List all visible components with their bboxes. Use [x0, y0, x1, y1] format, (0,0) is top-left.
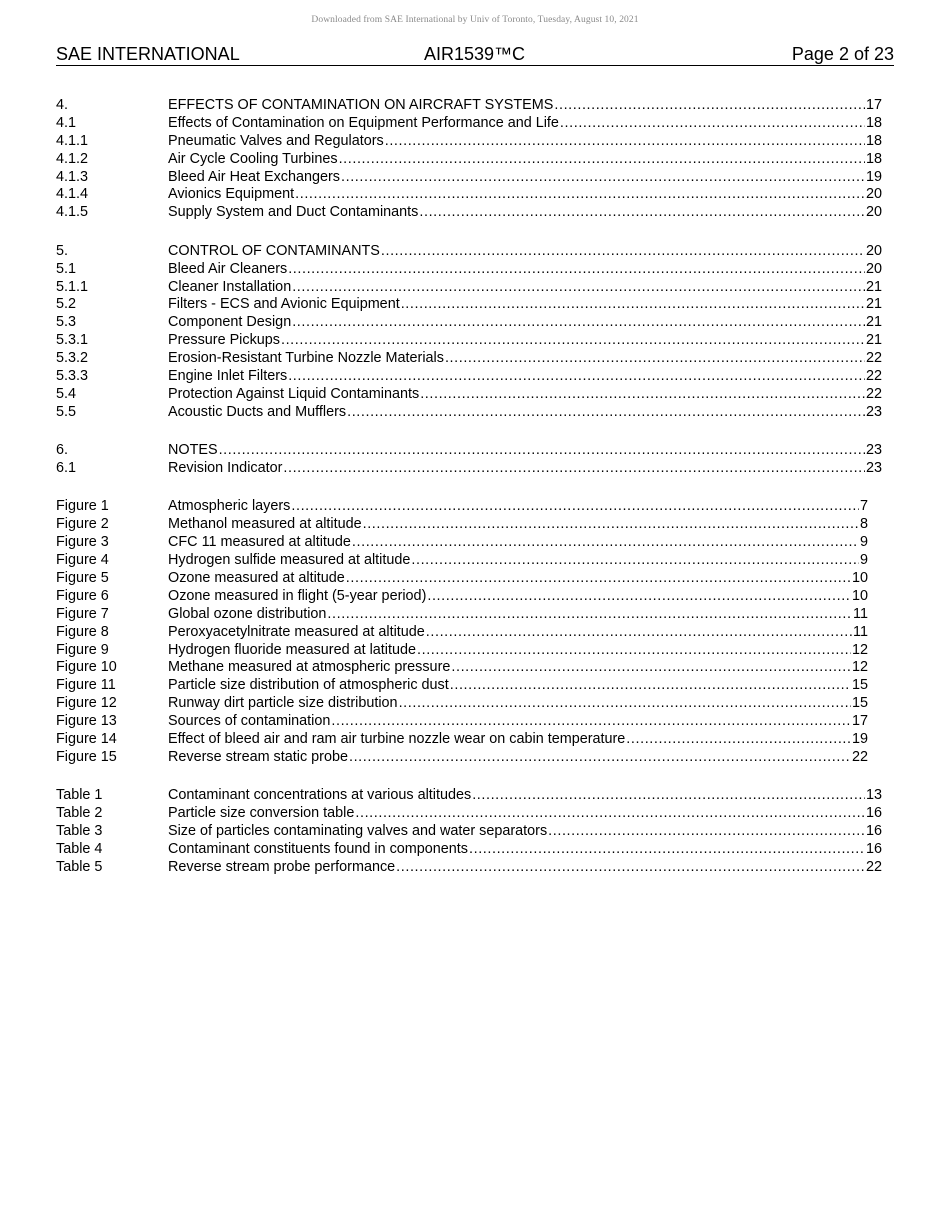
toc-entry-title: Bleed Air Cleaners	[168, 260, 288, 277]
toc-entry-page: 19	[851, 731, 868, 747]
dot-leader	[418, 204, 865, 222]
toc-entry-title: CFC 11 measured at altitude	[168, 534, 351, 551]
toc-entry	[56, 516, 868, 534]
list-of-figures	[56, 498, 882, 766]
table-of-contents	[56, 97, 882, 897]
toc-entry	[56, 332, 882, 350]
toc-entry	[56, 169, 882, 187]
toc-entry-title: Effects of Contamination on Equipment Performance and Life	[168, 114, 559, 131]
toc-entry	[56, 841, 882, 859]
toc-entry-title: CONTROL OF CONTAMINANTS	[168, 242, 380, 259]
dot-leader	[326, 606, 852, 624]
toc-entry-page: 22	[865, 367, 882, 384]
toc-entry-page: 22	[851, 748, 868, 765]
toc-entry-title: Methanol measured at altitude	[168, 516, 362, 533]
toc-entry-number: 5.	[56, 242, 69, 259]
toc-entry-page: 9	[859, 534, 868, 551]
toc-entry-number: 4.1.4	[56, 186, 89, 203]
toc-entry-number: 5.2	[56, 296, 77, 313]
toc-entry	[56, 151, 882, 169]
dot-leader	[290, 498, 859, 516]
toc-entry-page: 20	[865, 186, 882, 203]
dot-leader	[450, 659, 851, 677]
toc-entry-page: 10	[851, 587, 868, 604]
toc-entry-title: Sources of contamination	[168, 713, 331, 730]
toc-entry-number: Figure 11	[56, 677, 116, 694]
dot-leader	[330, 713, 851, 731]
toc-entry-number: Figure 9	[56, 641, 109, 658]
toc-entry-number: 5.4	[56, 385, 77, 402]
toc-entry-page: 21	[865, 332, 882, 349]
toc-entry-title: Contaminant concentrations at various altitudes	[168, 787, 472, 804]
toc-entry-title: Protection Against Liquid Contaminants	[168, 385, 420, 402]
toc-entry	[56, 115, 882, 133]
toc-entry-page: 19	[865, 168, 882, 185]
toc-entry-title: Particle size distribution of atmospheric dust	[168, 677, 449, 694]
toc-entry	[56, 588, 868, 606]
toc-entry-page: 22	[865, 858, 882, 875]
toc-entry-title: Ozone measured in flight (5-year period)	[168, 587, 427, 604]
dot-leader	[559, 115, 865, 133]
toc-entry	[56, 570, 868, 588]
toc-entry-page: 21	[865, 296, 882, 313]
toc-entry-title: Effect of bleed air and ram air turbine nozzle wear on cabin temperature	[168, 731, 626, 747]
toc-entry-title: Filters - ECS and Avionic Equipment	[168, 296, 400, 313]
dot-leader	[419, 386, 865, 404]
toc-entry	[56, 386, 882, 404]
toc-entry	[56, 749, 868, 767]
toc-entry-number: Figure 12	[56, 695, 117, 712]
toc-entry-page: 23	[865, 442, 882, 459]
dot-leader	[380, 243, 865, 261]
toc-section-6	[56, 442, 882, 478]
toc-entry	[56, 133, 882, 151]
dot-leader	[354, 805, 865, 823]
toc-entry-number: Figure 1	[56, 498, 109, 515]
toc-entry-title: NOTES	[168, 442, 218, 459]
toc-entry-page: 11	[853, 605, 868, 622]
toc-entry-page: 21	[865, 314, 882, 331]
toc-entry-title: Global ozone distribution	[168, 605, 327, 622]
toc-entry	[56, 606, 868, 624]
toc-entry-title: Component Design	[168, 314, 292, 331]
toc-entry	[56, 498, 868, 516]
toc-entry-number: Figure 15	[56, 748, 117, 765]
toc-entry-page: 12	[851, 659, 868, 676]
toc-entry-title: Reverse stream probe performance	[168, 858, 396, 875]
toc-entry-number: 4.1.1	[56, 132, 89, 149]
toc-entry-number: Table 3	[56, 823, 103, 840]
dot-leader	[340, 169, 865, 187]
toc-entry	[56, 787, 882, 805]
dot-leader	[416, 642, 851, 660]
toc-entry	[56, 186, 882, 204]
toc-entry-page: 18	[865, 150, 882, 167]
dot-leader	[291, 279, 865, 297]
dot-leader	[294, 186, 865, 204]
toc-entry-page: 20	[865, 260, 882, 277]
dot-leader	[625, 731, 851, 749]
toc-entry-page: 20	[865, 242, 882, 259]
toc-entry-page: 22	[865, 385, 882, 402]
toc-entry-page: 18	[865, 132, 882, 149]
toc-entry	[56, 695, 868, 713]
toc-entry	[56, 279, 882, 297]
dot-leader	[338, 151, 865, 169]
toc-entry-number: Table 1	[56, 787, 103, 804]
toc-entry	[56, 314, 882, 332]
toc-entry	[56, 243, 882, 261]
toc-entry-title: Peroxyacetylnitrate measured at altitude	[168, 623, 425, 640]
publisher-name: SAE INTERNATIONAL	[56, 44, 240, 64]
toc-entry-number: 6.1	[56, 460, 77, 477]
toc-entry-page: 18	[865, 114, 882, 131]
toc-entry-number: 4.1	[56, 114, 77, 131]
toc-entry-number: Figure 7	[56, 605, 109, 622]
toc-entry-number: 5.3.3	[56, 367, 89, 384]
toc-entry-number: 5.3	[56, 314, 77, 331]
toc-entry-page: 20	[865, 204, 882, 221]
toc-entry-number: Figure 13	[56, 713, 117, 730]
toc-entry-page: 23	[865, 403, 882, 420]
toc-entry-title: Pressure Pickups	[168, 332, 280, 349]
toc-entry	[56, 296, 882, 314]
dot-leader	[425, 624, 852, 642]
toc-entry	[56, 261, 882, 279]
toc-entry-number: Figure 3	[56, 534, 109, 551]
dot-leader	[553, 97, 865, 115]
toc-entry-number: 6.	[56, 442, 69, 459]
toc-entry-title: Hydrogen fluoride measured at latitude	[168, 641, 416, 658]
dot-leader	[346, 404, 865, 422]
toc-entry-title: Atmospheric layers	[168, 498, 291, 515]
dot-leader	[287, 261, 865, 279]
toc-entry-title: Engine Inlet Filters	[168, 367, 288, 384]
toc-entry	[56, 460, 882, 478]
toc-entry-number: Figure 4	[56, 552, 109, 569]
toc-entry	[56, 713, 868, 731]
toc-entry-page: 13	[865, 787, 882, 804]
toc-entry-number: 5.1.1	[56, 278, 89, 295]
toc-entry-title: Erosion-Resistant Turbine Nozzle Materials	[168, 350, 444, 367]
list-of-tables	[56, 787, 882, 876]
toc-entry-number: 4.	[56, 97, 69, 113]
toc-entry	[56, 823, 882, 841]
toc-entry-number: Figure 14	[56, 731, 117, 747]
dot-leader	[218, 442, 865, 460]
toc-entry-number: Figure 10	[56, 659, 117, 676]
toc-entry	[56, 859, 882, 877]
dot-leader	[468, 841, 865, 859]
toc-entry	[56, 731, 868, 749]
toc-entry-number: 4.1.2	[56, 150, 89, 167]
toc-entry-page: 7	[859, 498, 868, 515]
toc-entry	[56, 97, 882, 115]
toc-entry-number: 5.5	[56, 403, 77, 420]
toc-entry-title: Avionics Equipment	[168, 186, 295, 203]
toc-entry-title: Air Cycle Cooling Turbines	[168, 150, 338, 167]
dot-leader	[410, 552, 859, 570]
page-header	[56, 44, 894, 66]
page-number: Page 2 of 23	[791, 44, 894, 64]
toc-entry-page: 17	[865, 97, 882, 113]
dot-leader	[345, 570, 851, 588]
dot-leader	[282, 460, 865, 478]
toc-entry-title: Particle size conversion table	[168, 805, 355, 822]
toc-entry-number: 5.3.1	[56, 332, 89, 349]
dot-leader	[351, 534, 859, 552]
toc-entry-page: 12	[851, 641, 868, 658]
dot-leader	[398, 695, 851, 713]
toc-entry-title: Methane measured at atmospheric pressure	[168, 659, 451, 676]
toc-section-4	[56, 97, 882, 222]
toc-section-5	[56, 243, 882, 422]
toc-entry-page: 22	[865, 350, 882, 367]
toc-entry-title: Hydrogen sulfide measured at altitude	[168, 552, 411, 569]
toc-entry-title: Acoustic Ducts and Mufflers	[168, 403, 347, 420]
toc-entry	[56, 677, 868, 695]
dot-leader	[362, 516, 859, 534]
toc-entry-number: 4.1.3	[56, 168, 89, 185]
dot-leader	[449, 677, 851, 695]
dot-leader	[384, 133, 865, 151]
dot-leader	[444, 350, 865, 368]
toc-entry-title: Bleed Air Heat Exchangers	[168, 168, 340, 185]
toc-entry	[56, 805, 882, 823]
toc-entry-number: 5.3.2	[56, 350, 89, 367]
dot-leader	[471, 787, 865, 805]
toc-entry-title: Pneumatic Valves and Regulators	[168, 132, 384, 149]
toc-entry-title: EFFECTS OF CONTAMINATION ON AIRCRAFT SYSTEMS	[168, 97, 554, 113]
toc-entry-title: Runway dirt particle size distribution	[168, 695, 398, 712]
toc-entry-page: 16	[865, 840, 882, 857]
toc-entry-page: 15	[851, 695, 868, 712]
toc-entry	[56, 642, 868, 660]
toc-entry-title: Revision Indicator	[168, 460, 283, 477]
dot-leader	[400, 296, 865, 314]
dot-leader	[348, 749, 851, 767]
toc-entry-page: 16	[865, 805, 882, 822]
download-watermark: Downloaded from SAE International by Univ of Toronto, Tuesday, August 10, 2021	[311, 15, 639, 25]
toc-entry-number: 4.1.5	[56, 204, 89, 221]
toc-entry	[56, 624, 868, 642]
toc-entry-number: Figure 5	[56, 569, 109, 586]
toc-entry-page: 11	[853, 623, 868, 640]
toc-entry-number: Table 5	[56, 858, 103, 875]
toc-entry	[56, 368, 882, 386]
toc-entry	[56, 442, 882, 460]
toc-entry-number: Figure 2	[56, 516, 109, 533]
toc-entry-number: Table 4	[56, 840, 103, 857]
toc-entry-page: 9	[859, 552, 868, 569]
toc-entry	[56, 404, 882, 422]
toc-entry	[56, 204, 882, 222]
toc-entry-page: 8	[859, 516, 868, 533]
toc-entry-title: Reverse stream static probe	[168, 748, 348, 765]
toc-entry	[56, 534, 868, 552]
toc-entry-title: Cleaner Installation	[168, 278, 292, 295]
toc-entry-title: Size of particles contaminating valves and water separators	[168, 823, 548, 840]
toc-entry-page: 10	[851, 569, 868, 586]
dot-leader	[547, 823, 865, 841]
toc-entry-title: Supply System and Duct Contaminants	[168, 204, 419, 221]
toc-entry-number: Figure 8	[56, 623, 109, 640]
toc-entry-page: 15	[851, 677, 868, 694]
toc-entry-title: Ozone measured at altitude	[168, 569, 345, 586]
dot-leader	[395, 859, 865, 877]
dot-leader	[426, 588, 851, 606]
toc-entry	[56, 659, 868, 677]
dot-leader	[291, 314, 865, 332]
toc-entry-page: 23	[865, 460, 882, 477]
toc-entry-title: Contaminant constituents found in components	[168, 840, 468, 857]
toc-entry-page: 17	[851, 713, 868, 730]
dot-leader	[287, 368, 865, 386]
toc-entry	[56, 350, 882, 368]
toc-entry-number: Table 2	[56, 805, 103, 822]
toc-entry-number: 5.1	[56, 260, 77, 277]
toc-entry-page: 16	[865, 823, 882, 840]
toc-entry	[56, 552, 868, 570]
document-number: AIR1539™C	[424, 44, 526, 64]
toc-entry-page: 21	[865, 278, 882, 295]
dot-leader	[280, 332, 865, 350]
toc-entry-number: Figure 6	[56, 587, 109, 604]
